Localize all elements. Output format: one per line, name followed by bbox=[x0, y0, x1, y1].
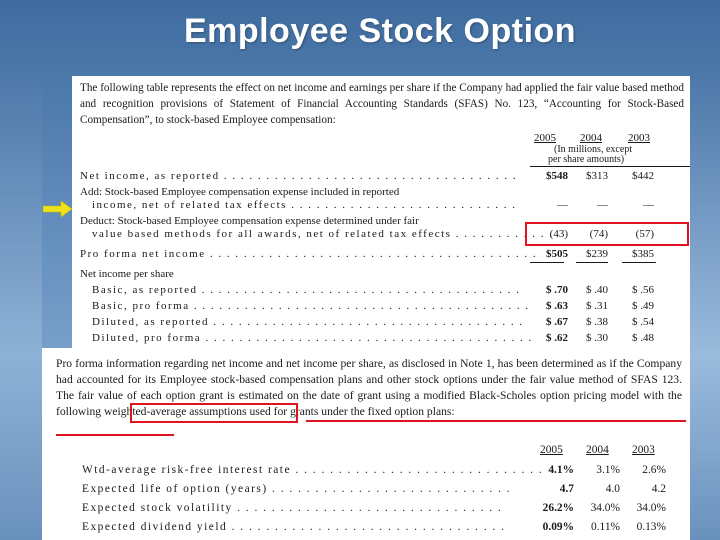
eps-heading: Net income per share bbox=[80, 268, 174, 280]
value-cell: 4.7 bbox=[559, 483, 574, 495]
value-cell: (74) bbox=[589, 228, 608, 240]
value-cell: (43) bbox=[549, 228, 568, 240]
value-cell: 3.1% bbox=[596, 464, 620, 476]
value-cell: 26.2% bbox=[542, 502, 574, 514]
row-label: income, net of related tax effects . . . . . . . . . . . . . . . . . . . . . . . . . . . bbox=[92, 199, 517, 211]
row-label: Diluted, pro forma . . . . . . . . . . . . . . . . . . . . . . . . . . . . . . . . . . . . . . . bbox=[92, 332, 533, 344]
value-cell: 0.09% bbox=[542, 521, 574, 533]
row-label: Basic, pro forma . . . . . . . . . . . . . . . . . . . . . . . . . . . . . . . . . . . . . . . . bbox=[92, 300, 530, 312]
value-cell: 0.11% bbox=[591, 521, 620, 533]
fixed-option-plans-phrase: the fixed option plans: bbox=[350, 405, 455, 418]
value-cell: 2.6% bbox=[642, 464, 666, 476]
value-cell: 4.2 bbox=[651, 483, 666, 495]
slide-title: Employee Stock Option bbox=[183, 12, 577, 50]
double-rule bbox=[622, 262, 656, 263]
value-cell: 34.0% bbox=[590, 502, 620, 514]
row-label: Expected stock volatility . . . . . . . . . . . . . . . . . . . . . . . . . . . . . . . bbox=[82, 502, 503, 514]
left-decoration bbox=[0, 80, 42, 540]
value-cell: $548 bbox=[546, 170, 568, 182]
row-label: value based methods for all awards, net of related tax effects . . . . . . . . . . . . bbox=[92, 228, 554, 240]
intro-paragraph: The following table represents the effect on net income and earnings per share if the Company had applied the fair value based method and recognition provisions of Statement of Financial Accounting Standards (SFAS) No. 123, “Accounting for Stock-Based Compensation”, to stock-based Employee compensation: bbox=[80, 82, 684, 126]
row-label: Deduct: Stock-based Employee compensation expense determined under fair bbox=[80, 215, 419, 227]
value-cell: $ .48 bbox=[632, 332, 654, 344]
value-cell: $ .49 bbox=[632, 300, 654, 312]
row-label: Pro forma net income . . . . . . . . . . . . . . . . . . . . . . . . . . . . . . . . . . . . . . . bbox=[80, 248, 538, 260]
value-cell: $ .70 bbox=[546, 284, 568, 296]
value-cell: $313 bbox=[586, 170, 608, 182]
value-cell: 34.0% bbox=[636, 502, 666, 514]
value-cell: 0.13% bbox=[636, 521, 666, 533]
value-cell: $ .38 bbox=[586, 316, 608, 328]
row-label: Diluted, as reported . . . . . . . . . . . . . . . . . . . . . . . . . . . . . . . . . . . . . bbox=[92, 316, 524, 328]
value-cell: $ .67 bbox=[546, 316, 568, 328]
net-income-table-document bbox=[72, 76, 690, 348]
units-note-line2: per share amounts) bbox=[548, 154, 625, 165]
deduct-values-highlight-box bbox=[525, 222, 689, 246]
black-scholes-phrase: Black-Scholes option pricing model bbox=[469, 389, 640, 402]
value-cell: $ .62 bbox=[546, 332, 568, 344]
value-cell: $239 bbox=[586, 248, 608, 260]
header-rule bbox=[530, 166, 690, 167]
black-scholes-highlight-box bbox=[130, 403, 298, 423]
value-cell: — bbox=[643, 199, 654, 211]
double-rule bbox=[576, 262, 608, 263]
value-cell: 4.1% bbox=[548, 464, 574, 476]
value-cell: — bbox=[557, 199, 568, 211]
year-header-2004: 2004 bbox=[580, 132, 602, 144]
value-cell: 4.0 bbox=[605, 483, 620, 495]
value-cell: $ .54 bbox=[632, 316, 654, 328]
value-cell: $ .30 bbox=[586, 332, 608, 344]
highlight-underline bbox=[306, 420, 686, 422]
value-cell: — bbox=[597, 199, 608, 211]
value-cell: $ .31 bbox=[586, 300, 608, 312]
row-label: Expected dividend yield . . . . . . . . . . . . . . . . . . . . . . . . . . . . . . . . bbox=[82, 521, 506, 533]
assumptions-document bbox=[42, 348, 690, 540]
value-cell: $505 bbox=[546, 248, 568, 260]
value-cell: $ .40 bbox=[586, 284, 608, 296]
pro-forma-paragraph: Pro forma information regarding net income and net income per share, as disclosed in Note 1, has been determined as if the Company had accounted for its Employee stock-based compensation plans and other stock options under the fair value method of SFAS 123. The fair value of each option grant is estimated on the date of grant using a modified Black-Scholes option pricing model with the following weighted-average assumptions used for grants under the fixed option plans: bbox=[56, 357, 682, 418]
row-label: Add: Stock-based Employee compensation expense included in reported bbox=[80, 186, 400, 198]
value-cell: (57) bbox=[635, 228, 654, 240]
year-header-2005: 2005 bbox=[540, 444, 563, 456]
highlight-underline bbox=[56, 434, 174, 436]
value-cell: $ .56 bbox=[632, 284, 654, 296]
row-label: Expected life of option (years) . . . . . . . . . . . . . . . . . . . . . . . . . . . . bbox=[82, 483, 512, 495]
row-label: Wtd-average risk-free interest rate . . . . . . . . . . . . . . . . . . . . . . . . . . . . . bbox=[82, 464, 544, 476]
right-arrow-icon bbox=[43, 200, 73, 218]
units-note-line1: (In millions, except bbox=[554, 144, 633, 155]
year-header-2003: 2003 bbox=[628, 132, 650, 144]
right-decoration bbox=[690, 80, 720, 540]
year-header-2004: 2004 bbox=[586, 444, 609, 456]
year-header-2003: 2003 bbox=[632, 444, 655, 456]
double-rule bbox=[530, 262, 564, 263]
value-cell: $ .63 bbox=[546, 300, 568, 312]
year-header-2005: 2005 bbox=[534, 132, 556, 144]
row-label: Basic, as reported . . . . . . . . . . . . . . . . . . . . . . . . . . . . . . . . . . . . . . bbox=[92, 284, 521, 296]
row-label: Net income, as reported . . . . . . . . . . . . . . . . . . . . . . . . . . . . . . . . . . . bbox=[80, 170, 518, 182]
value-cell: $442 bbox=[632, 170, 654, 182]
value-cell: $385 bbox=[632, 248, 654, 260]
